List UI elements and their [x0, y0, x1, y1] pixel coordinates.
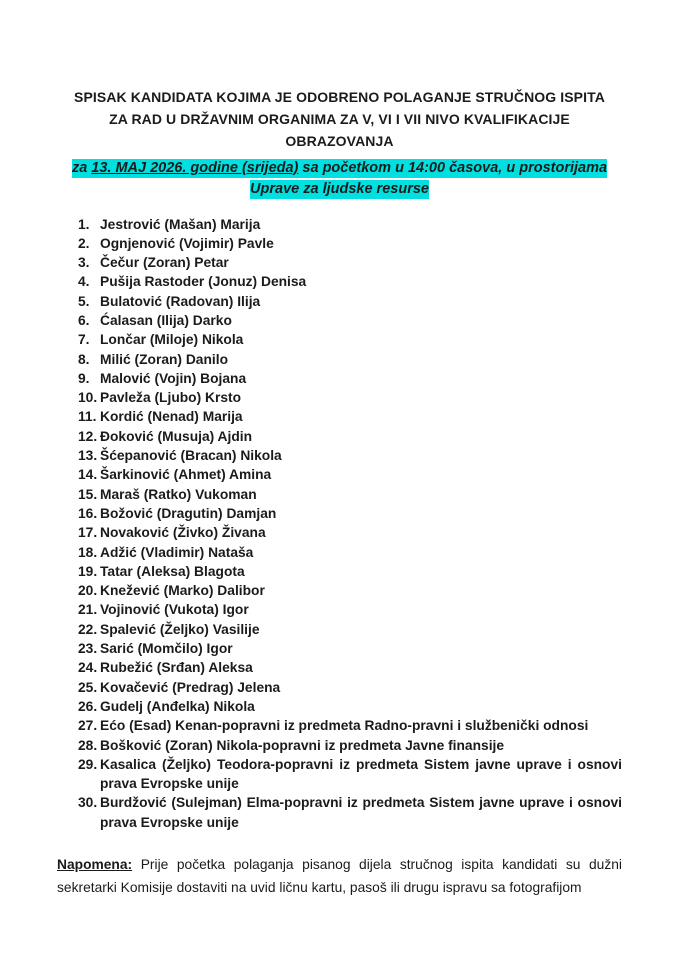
candidate-name: Spalević (Željko) Vasilije — [100, 621, 260, 637]
candidate-name: Lončar (Miloje) Nikola — [100, 332, 244, 348]
list-item-number: 6. — [78, 312, 90, 328]
candidate-list — [57, 215, 622, 833]
list-item-number: 4. — [78, 274, 90, 290]
document-title — [57, 86, 622, 152]
list-item — [78, 407, 622, 426]
list-item-number: 11. — [78, 409, 97, 425]
list-item — [78, 292, 622, 311]
candidate-name: Kovačević (Predrag) Jelena — [100, 679, 281, 695]
candidate-name: Rubežić (Srđan) Aleksa — [100, 660, 253, 676]
list-item-number: 9. — [78, 370, 90, 386]
candidate-name: Božović (Dragutin) Damjan — [100, 505, 277, 521]
list-item — [78, 272, 622, 291]
candidate-name: Sarić (Momčilo) Igor — [100, 641, 233, 657]
candidate-name: Šarkinović (Ahmet) Amina — [100, 467, 272, 483]
candidate-name: Kasalica (Željko) Teodora-popravni iz predmeta Sistem javne uprave i osnovi prava Evropske unije — [100, 756, 622, 792]
list-item — [78, 446, 622, 465]
list-item — [78, 427, 622, 446]
schedule-highlight — [57, 158, 622, 200]
list-item — [78, 620, 622, 639]
candidate-name: Ognjenović (Vojimir) Pavle — [100, 235, 274, 251]
list-item-number: 17. — [78, 525, 98, 541]
list-item-number: 16. — [78, 505, 98, 521]
list-item — [78, 504, 622, 523]
candidate-name: Bošković (Zoran) Nikola-popravni iz predmeta Javne finansije — [100, 737, 505, 753]
candidate-name: Burdžović (Sulejman) Elma-popravni iz predmeta Sistem javne uprave i osnovi prava Evropske unije — [100, 795, 622, 830]
candidate-name: Čečur (Zoran) Petar — [100, 255, 229, 271]
list-item-number: 13. — [78, 448, 98, 464]
list-item-number: 1. — [78, 216, 90, 232]
list-item — [78, 350, 622, 369]
candidate-name: Gudelj (Anđelka) Nikola — [100, 698, 255, 714]
candidate-name: Pavleža (Ljubo) Krsto — [100, 390, 242, 406]
list-item — [78, 485, 622, 504]
title-line-2: ZA RAD U DRŽAVNIM ORGANIMA ZA V, VI I VII NIVO KVALIFIKACIJE — [109, 111, 570, 127]
candidate-name: Ćalasan (Ilija) Darko — [100, 312, 232, 328]
list-item-number: 26. — [78, 698, 98, 714]
list-item-number: 27. — [78, 718, 98, 734]
list-item-number: 2. — [78, 235, 90, 251]
list-item-number: 3. — [78, 255, 90, 271]
candidate-name: Đoković (Musuja) Ajdin — [100, 428, 253, 444]
list-item-number: 10. — [78, 390, 98, 406]
candidate-name: Vojinović (Vukota) Igor — [100, 602, 249, 618]
candidate-name: Pušija Rastoder (Jonuz) Denisa — [100, 274, 307, 290]
list-item — [78, 253, 622, 272]
candidate-name: Jestrović (Mašan) Marija — [100, 216, 261, 232]
list-item-number: 19. — [78, 563, 98, 579]
list-item — [78, 678, 622, 697]
list-item-number: 25. — [78, 679, 98, 695]
list-item-number: 28. — [78, 737, 98, 753]
note-text: Prije početka polaganja pisanog dijela stručnog ispita kandidati su dužni sekretarki Komisije dostaviti na uvid ličnu kartu, pasoš ili drugu ispravu sa fotografijom — [57, 857, 622, 895]
list-item — [78, 311, 622, 330]
list-item-number: 21. — [78, 602, 98, 618]
candidate-name: Šćepanović (Bracan) Nikola — [100, 448, 282, 464]
title-line-1: SPISAK KANDIDATA KOJIMA JE ODOBRENO POLAGANJE STRUČNOG ISPITA — [74, 89, 605, 105]
list-item — [78, 793, 622, 832]
note-label: Napomena: — [57, 857, 133, 872]
candidate-name: Knežević (Marko) Dalibor — [100, 583, 265, 599]
list-item — [78, 600, 622, 619]
list-item — [78, 639, 622, 658]
list-item-number: 20. — [78, 583, 98, 599]
list-item — [78, 581, 622, 600]
list-item-number: 30. — [78, 795, 98, 811]
list-item-number: 18. — [78, 544, 98, 560]
candidate-name: Novaković (Živko) Živana — [100, 525, 266, 541]
list-item — [78, 716, 622, 735]
list-item — [78, 369, 622, 388]
list-item-number: 8. — [78, 351, 90, 367]
candidate-name: Kordić (Nenad) Marija — [100, 409, 243, 425]
schedule-suffix: sa početkom u 14:00 časova, u prostorijama Uprave za ljudske resurse — [250, 160, 608, 197]
list-item — [78, 658, 622, 677]
list-item-number: 7. — [78, 332, 90, 348]
candidate-name: Tatar (Aleksa) Blagota — [100, 563, 245, 579]
list-item — [78, 234, 622, 253]
list-item — [78, 523, 622, 542]
candidate-name: Milić (Zoran) Danilo — [100, 351, 229, 367]
list-item-number: 24. — [78, 660, 98, 676]
candidate-name: Ećo (Esad) Kenan-popravni iz predmeta Radno-pravni i službenički odnosi — [100, 718, 589, 734]
list-item-number: 22. — [78, 621, 98, 637]
schedule-date-underlined: 13. MAJ 2026. godine (srijeda) — [91, 160, 299, 176]
list-item — [78, 543, 622, 562]
list-item — [78, 330, 622, 349]
list-item-number: 29. — [78, 756, 98, 772]
list-item — [78, 736, 622, 755]
list-item-number: 15. — [78, 486, 98, 502]
list-item — [78, 755, 622, 794]
list-item-number: 12. — [78, 428, 98, 444]
list-item — [78, 388, 622, 407]
candidate-name: Malović (Vojin) Bojana — [100, 370, 247, 386]
list-item — [78, 215, 622, 234]
candidate-name: Maraš (Ratko) Vukoman — [100, 486, 257, 502]
list-item — [78, 465, 622, 484]
note-paragraph — [57, 853, 622, 899]
list-item — [78, 562, 622, 581]
title-line-3: OBRAZOVANJA — [285, 133, 394, 149]
schedule-text — [72, 159, 607, 199]
list-item-number: 5. — [78, 293, 90, 309]
list-item-number: 14. — [78, 467, 98, 483]
list-item — [78, 697, 622, 716]
schedule-prefix: za — [71, 160, 92, 176]
candidate-name: Adžić (Vladimir) Nataša — [100, 544, 254, 560]
list-item-number: 23. — [78, 641, 98, 657]
candidate-name: Bulatović (Radovan) Ilija — [100, 293, 261, 309]
